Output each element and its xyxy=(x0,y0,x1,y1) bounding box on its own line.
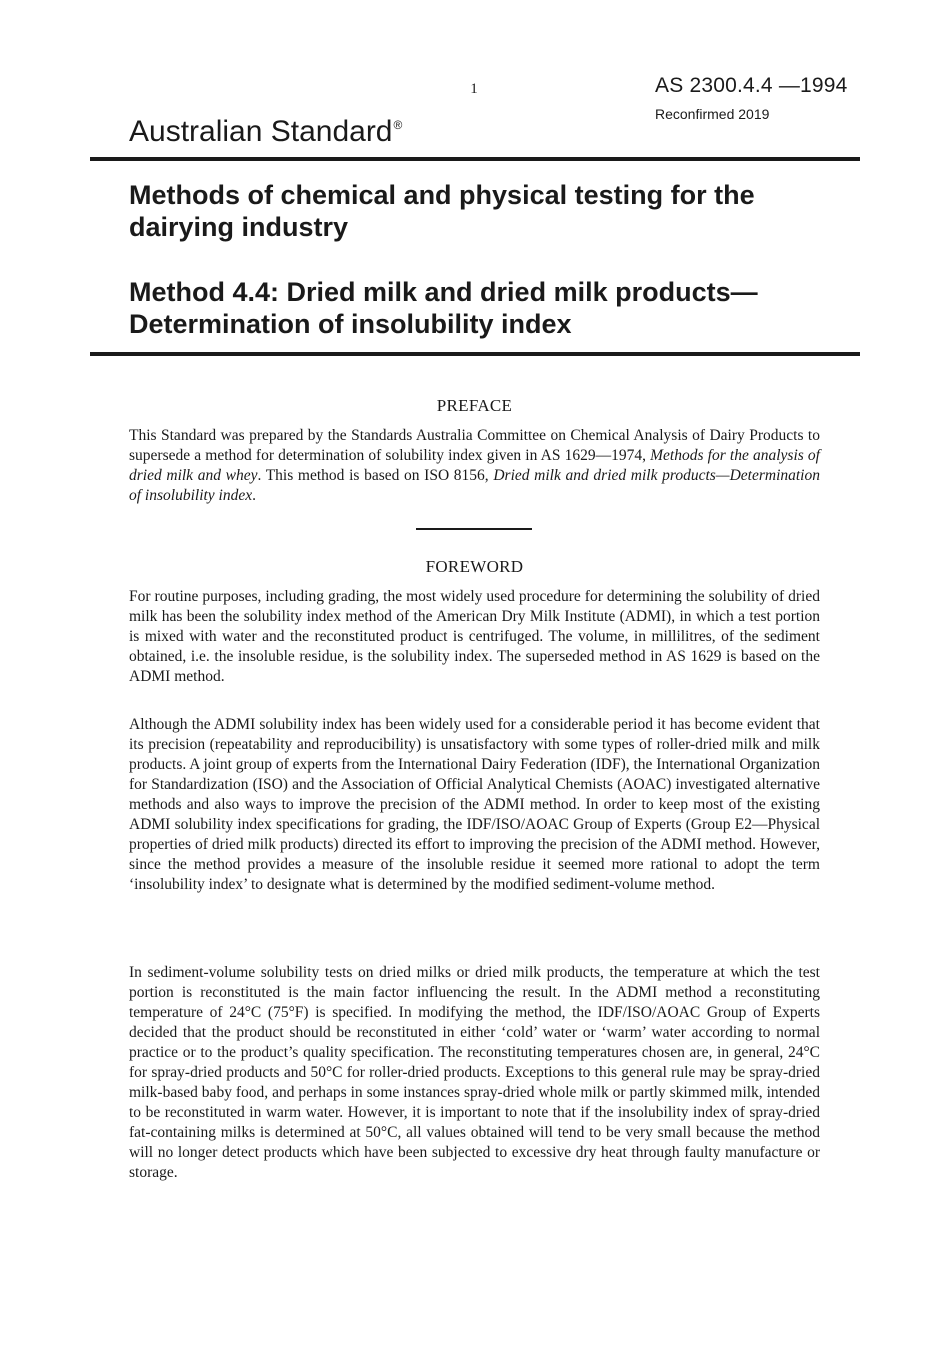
top-divider xyxy=(90,157,860,161)
registered-mark: ® xyxy=(393,118,403,132)
method-title: Method 4.4: Dried milk and dried milk products—Determination of insolubility index xyxy=(129,277,758,339)
cited-title: Dried milk and dried milk products—Determination of insolubility index xyxy=(129,467,820,504)
title-divider xyxy=(90,352,860,356)
foreword-paragraph: In sediment-volume solubility tests on dried milks or dried milk products, the temperature at which the test portion is reconstituted is the main factor influencing the result. In the ADMI method a reconstituting temperature of 24°C (75°F) is specified. In modifying the method, the IDF/ISO/AOAC Group of Experts decided that the product should be reconstituted in either ‘cold’ water or ‘warm’ water according to normal practice or to the product’s quality specification. The reconstituting temperatures chosen are, in general, 24°C for spray-dried products and 50°C for roller-dried products. Exceptions to this general rule may be spray-dried milk-based baby food, and perhaps in some instances spray-dried whole milk or partly skimmed milk, intended to be reconstituted in warm water. However, it is important to note that if the insolubility index of spray-dried fat-containing milks is determined at 50°C, all values obtained will tend to be very small because the method will no longer detect products which have been subjected to excessive dry heat through faulty manufacture or storage. xyxy=(129,964,820,1181)
page-number: 1 xyxy=(470,81,478,97)
reconfirmed-note: Reconfirmed 2019 xyxy=(655,106,770,122)
preface-paragraph xyxy=(129,426,820,506)
foreword-paragraph: For routine purposes, including grading, the most widely used procedure for determining the solubility of dried milk has been the solubility index method of the American Dry Milk Institute (ADMI), in which a test portion is mixed with water and the reconstituted product is centrifuged. The volume, in millilitres, of the sediment obtained, i.e. the insoluble residue, is the solubility index. The superseded method in AS 1629 is based on the ADMI method. xyxy=(129,588,820,685)
document-title: Methods of chemical and physical testing for the dairying industry xyxy=(129,180,755,242)
preface-text: This Standard was prepared by the Standards Australia Committee on Chemical Analysis of Dairy Products to supersede a method for determination of solubility index given in AS 1629—1974, xyxy=(129,427,820,464)
preface-text: . This method is based on ISO 8156, xyxy=(257,467,494,484)
foreword-heading: FOREWORD xyxy=(425,557,524,576)
foreword-paragraph: Although the ADMI solubility index has been widely used for a considerable period it has become evident that its precision (repeatability and reproducibility) is unsatisfactory with some types of roller-dried milk and milk products. A joint group of experts from the International Dairy Federation (IDF), the International Organization for Standardization (ISO) and the Association of Official Analytical Chemists (AOAC) investigated alternative methods and also ways to improve the precision of the ADMI method. In order to keep most of the existing ADMI solubility index specifications for grading, the IDF/ISO/AOAC Group of Experts (Group E2—Physical properties of dried milk products) directed its effort to improving the precision of the ADMI method. However, since the method provides a measure of the insoluble residue it seemed more rational to adopt the term ‘insolubility index’ to designate what is determined by the modified sediment-volume method. xyxy=(129,716,820,893)
section-separator xyxy=(416,528,532,530)
standard-number: AS 2300.4.4 —1994 xyxy=(655,74,848,97)
cited-title: Methods for the analysis of dried milk and whey xyxy=(129,447,820,484)
preface-heading: PREFACE xyxy=(436,396,513,415)
brand-name: Australian Standard xyxy=(129,115,393,148)
brand-title xyxy=(129,117,402,147)
preface-text: . xyxy=(252,487,256,504)
